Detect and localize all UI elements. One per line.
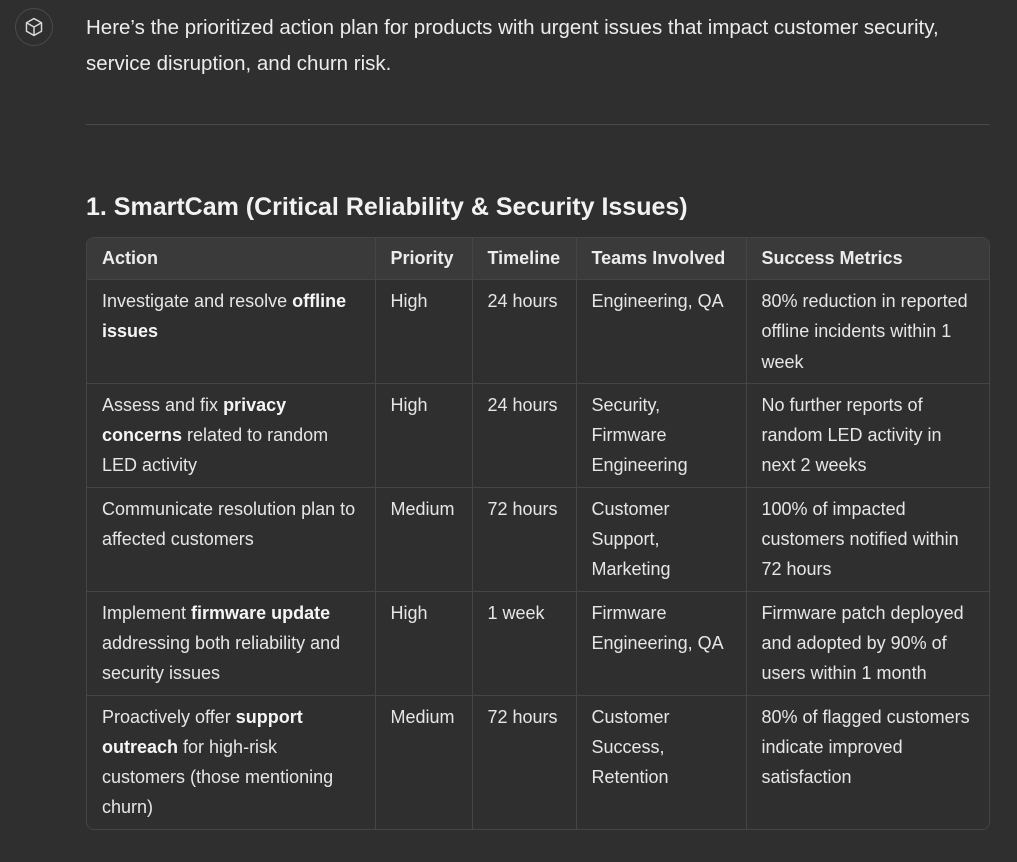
cell-timeline: 1 week [472, 591, 576, 695]
cell-metrics: 80% reduction in reported offline incidents within 1 week [746, 280, 989, 384]
cell-timeline: 72 hours [472, 695, 576, 829]
action-emphasis: firmware update [191, 602, 331, 623]
divider [86, 124, 990, 125]
cell-timeline: 24 hours [472, 280, 576, 384]
assistant-avatar [15, 8, 53, 46]
cell-priority: High [375, 280, 472, 384]
cell-teams: Security, Firmware Engineering [576, 383, 746, 487]
cell-action [87, 280, 375, 384]
action-text: Proactively offer [102, 706, 236, 727]
action-text: Communicate resolution plan to affected customers [102, 498, 356, 550]
cell-priority: High [375, 591, 472, 695]
action-text: addressing both reliability and security issues [102, 632, 341, 684]
cell-teams: Engineering, QA [576, 280, 746, 384]
table-row [87, 383, 989, 487]
section-heading: 1. SmartCam (Critical Reliability & Security Issues) [86, 193, 688, 221]
header-timeline: Timeline [472, 238, 576, 280]
cell-teams: Customer Support, Marketing [576, 487, 746, 591]
table-header-row [87, 238, 989, 280]
intro-text: Here’s the prioritized action plan for products with urgent issues that impact customer security, service disruption, and churn risk. [86, 16, 939, 75]
cell-metrics: 100% of impacted customers notified within 72 hours [746, 487, 989, 591]
cube-icon [23, 16, 45, 38]
cell-timeline: 72 hours [472, 487, 576, 591]
action-plan-table [86, 237, 990, 830]
cell-action [87, 487, 375, 591]
cell-priority: High [375, 383, 472, 487]
cell-priority: Medium [375, 487, 472, 591]
action-text: Implement [102, 602, 192, 623]
header-metrics: Success Metrics [746, 238, 989, 280]
header-priority: Priority [375, 238, 472, 280]
action-text: Investigate and resolve [102, 291, 293, 311]
table-row [87, 695, 989, 829]
table-row [87, 280, 989, 384]
cell-metrics: Firmware patch deployed and adopted by 90% of users within 1 month [746, 591, 989, 695]
action-emphasis: privacy concerns [102, 394, 287, 446]
action-emphasis: offline issues [102, 291, 347, 342]
action-text: related to random LED activity [102, 425, 329, 476]
cell-metrics: No further reports of random LED activity in next 2 weeks [746, 383, 989, 487]
cell-metrics: 80% of flagged customers indicate improved satisfaction [761, 706, 970, 788]
cell-teams: Customer Success, Retention [576, 695, 746, 829]
table-row [87, 487, 989, 591]
cell-action [87, 591, 375, 695]
action-text: for high-risk customers (those mentioning churn) [102, 736, 334, 818]
action-text: Assess and fix [102, 394, 224, 415]
cell-teams: Firmware Engineering, QA [576, 591, 746, 695]
cell-priority: Medium [375, 695, 472, 829]
assistant-message [86, 0, 990, 830]
action-emphasis: support outreach [102, 706, 303, 757]
cell-action [87, 383, 375, 487]
cell-action [87, 695, 375, 829]
cell-timeline: 24 hours [472, 383, 576, 487]
header-teams: Teams Involved [576, 238, 746, 280]
header-action: Action [87, 238, 375, 280]
table-row [87, 591, 989, 695]
